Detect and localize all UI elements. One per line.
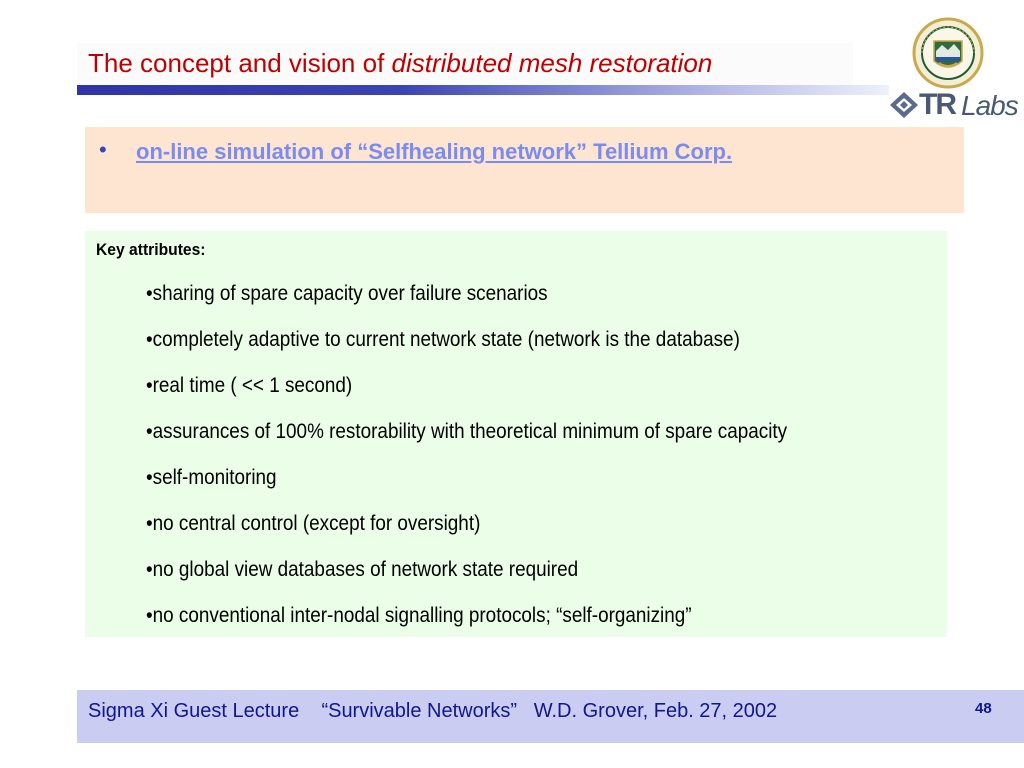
attribute-item: •self-monitoring <box>146 466 277 489</box>
trlabs-mark-icon <box>889 91 919 119</box>
attribute-item: •sharing of spare capacity over failure scenarios <box>146 282 548 305</box>
key-attributes-heading: Key attributes: <box>96 240 206 259</box>
trlabs-labs-text: Labs <box>961 90 1018 121</box>
link-bullet: • <box>99 137 107 162</box>
title-emphasis: distributed mesh restoration <box>391 48 713 78</box>
attribute-item: •no conventional inter-nodal signalling protocols; “self-organizing” <box>146 604 692 627</box>
trlabs-tr-text: TR <box>919 88 955 121</box>
page-number: 48 <box>975 700 992 717</box>
key-attributes-list <box>146 282 858 650</box>
footer-text: Sigma Xi Guest Lecture “Survivable Networks” W.D. Grover, Feb. 27, 2002 <box>88 700 778 722</box>
title-prefix: The concept and vision of <box>88 48 392 78</box>
simulation-link[interactable]: on-line simulation of “Selfhealing network” Tellium Corp. <box>136 139 733 164</box>
slide-title <box>88 48 712 79</box>
attribute-item: •real time ( << 1 second) <box>146 374 353 397</box>
attribute-item: •no global view databases of network state required <box>146 558 579 581</box>
university-of-alberta-seal-icon <box>912 17 984 89</box>
trlabs-logo <box>889 88 1018 122</box>
attribute-item: •no central control (except for oversight) <box>146 512 481 535</box>
attribute-item: •assurances of 100% restorability with theoretical minimum of spare capacity <box>146 420 788 443</box>
title-underline-bar <box>77 85 889 95</box>
attribute-item: •completely adaptive to current network state (network is the database) <box>146 328 740 351</box>
